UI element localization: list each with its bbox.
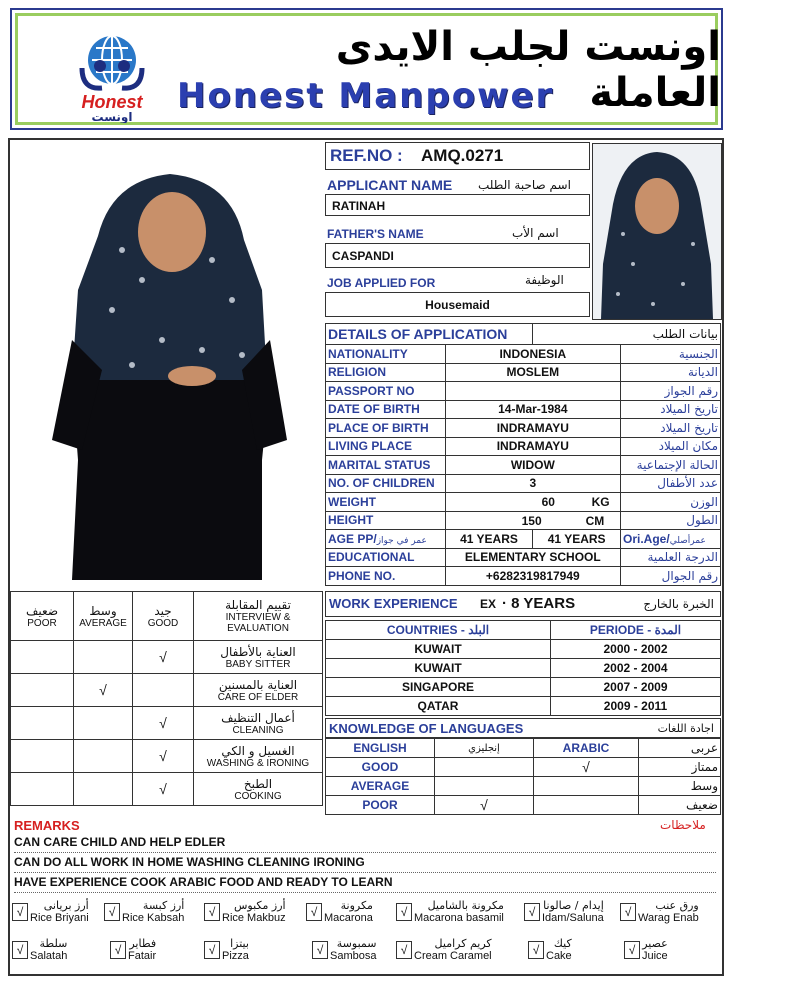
education-row <box>326 548 721 567</box>
food-item: √ أرز كبسة Rice Kabsah <box>104 900 184 924</box>
experience-country: SINGAPORE <box>326 678 551 697</box>
eval-poor-ar: ضعيف <box>25 603 59 618</box>
eval-good-ar: جيد <box>154 603 172 618</box>
logo-text-ar: اونست <box>91 110 133 123</box>
ref-number-box <box>325 142 590 170</box>
food-item: √ كيك Cake <box>528 938 572 962</box>
evaluation-header-row <box>11 592 323 641</box>
details-label-ar: عدد الأطفال <box>621 474 721 493</box>
weight-label: WEIGHT <box>326 493 446 512</box>
countries-header: COUNTRIES - البلد <box>326 621 551 640</box>
phone-label: PHONE NO. <box>326 567 446 586</box>
languages-header <box>325 718 721 738</box>
details-label: RELIGION <box>326 363 446 382</box>
remark-line: CAN CARE CHILD AND HELP EDLER <box>14 835 716 853</box>
details-row <box>326 400 721 419</box>
experience-country: QATAR <box>326 697 551 716</box>
eval-skill-ar: العناية بالأطفال <box>220 644 296 659</box>
languages-col-row <box>326 739 721 758</box>
applicant-name-label: APPLICANT NAME <box>327 177 453 193</box>
weight-unit: KG <box>591 495 610 509</box>
eval-skill-ar: العناية بالمسنين <box>218 677 298 692</box>
lang-english: ENGLISH <box>326 739 435 758</box>
details-value: INDRAMAYU <box>445 419 620 438</box>
details-value: INDRAMAYU <box>445 437 620 456</box>
letterhead <box>10 8 723 130</box>
eval-good: GOOD <box>147 617 179 629</box>
lang-arabic: ARABIC <box>534 739 639 758</box>
height-label: HEIGHT <box>326 511 446 530</box>
eval-skill: WASHING & IRONING <box>206 757 310 769</box>
education-label: EDUCATIONAL <box>326 548 446 567</box>
food-item: √ مكرونة Macarona <box>306 900 373 924</box>
details-row <box>326 419 721 438</box>
job-label-ar: الوظيفة <box>525 273 564 287</box>
lang-arabic-mark: √ <box>534 758 639 777</box>
height-unit: CM <box>585 513 605 528</box>
applicant-full-photo <box>12 140 324 588</box>
applicant-name-value: RATINAH <box>332 199 386 213</box>
details-row <box>326 345 721 364</box>
experience-row <box>326 678 721 697</box>
eval-mark: √ <box>133 773 194 806</box>
father-name-field <box>325 243 590 268</box>
experience-header-row <box>326 621 721 640</box>
lang-level: POOR <box>326 796 435 815</box>
languages-title-ar: اجادة اللغات <box>657 722 714 735</box>
eval-skill: CARE OF ELDER <box>217 691 299 703</box>
details-header-row <box>326 324 721 345</box>
experience-country: KUWAIT <box>326 659 551 678</box>
eval-mark: √ <box>133 641 194 674</box>
remark-line: CAN DO ALL WORK IN HOME WASHING CLEANING IRONING <box>14 855 716 873</box>
experience-years: · 8 YEARS <box>502 595 576 612</box>
applicant-thumb-photo <box>592 143 722 320</box>
phone-label-ar: رقم الجوال <box>621 567 721 586</box>
height-label-ar: الطول <box>621 511 721 530</box>
remarks-label-ar: ملاحظات <box>660 818 706 832</box>
evaluation-row <box>11 707 323 740</box>
weight-value: 60 <box>541 495 555 509</box>
details-label: PLACE OF BIRTH <box>326 419 446 438</box>
lang-level: GOOD <box>326 758 435 777</box>
food-item: √ أرز بريانى Rice Briyani <box>12 900 89 924</box>
food-item: √ كريم كراميل Cream Caramel <box>396 938 492 962</box>
age-pp-label-ar: عمر في جواز <box>376 535 427 546</box>
age-ori-value: 41 YEARS <box>533 530 621 549</box>
languages-title: KNOWLEDGE OF LANGUAGES <box>329 721 524 736</box>
details-label-ar: رقم الجواز <box>621 382 721 401</box>
ref-label: REF.NO : <box>330 146 403 165</box>
languages-table <box>325 738 721 815</box>
food-item: √ سلطة Salatah <box>12 938 67 962</box>
lang-level-ar: وسط <box>639 777 721 796</box>
details-label: MARITAL STATUS <box>326 456 446 475</box>
details-table <box>325 323 721 586</box>
details-row <box>326 437 721 456</box>
details-value <box>445 382 620 401</box>
work-experience-label: WORK EXPERIENCE <box>329 596 458 611</box>
eval-average: AVERAGE <box>79 617 127 629</box>
lang-level-ar: ضعيف <box>639 796 721 815</box>
details-value: MOSLEM <box>445 363 620 382</box>
food-item: √ سمبوسة Sambosa <box>312 938 376 962</box>
food-item: √ عصير Juice <box>624 938 668 962</box>
phone-value: +6282319817949 <box>445 567 620 586</box>
eval-mark: √ <box>133 740 194 773</box>
experience-period: 2002 - 2004 <box>551 659 721 678</box>
lang-english-mark: √ <box>435 796 534 815</box>
food-item: √ ورق عنب Warag Enab <box>620 900 699 924</box>
details-row <box>326 382 721 401</box>
evaluation-row <box>11 641 323 674</box>
eval-skill: CLEANING <box>232 724 284 736</box>
lang-arabic-mark <box>534 796 639 815</box>
lang-arabic-mark <box>534 777 639 796</box>
work-experience-header <box>325 591 721 617</box>
age-ori-label-ar: عمرأصلي <box>669 535 706 546</box>
height-row <box>326 511 721 530</box>
work-experience-label-ar: الخبرة بالخارج <box>643 597 714 611</box>
experience-table <box>325 620 721 716</box>
eval-skill: BABY SITTER <box>225 658 291 670</box>
eval-title-en: INTERVIEW & EVALUATION <box>225 612 291 634</box>
experience-period: 2007 - 2009 <box>551 678 721 697</box>
details-label: DATE OF BIRTH <box>326 400 446 419</box>
father-name-label-ar: اسم الأب <box>512 226 559 240</box>
father-name-value: CASPANDI <box>332 249 394 263</box>
evaluation-row <box>11 740 323 773</box>
eval-poor: POOR <box>27 617 57 629</box>
eval-average-ar: وسط <box>89 603 117 618</box>
age-pp-label: AGE PP/ <box>328 531 377 546</box>
ref-value: AMQ.0271 <box>421 146 504 165</box>
height-value: 150 <box>521 513 542 528</box>
details-value: WIDOW <box>445 456 620 475</box>
applicant-name-field <box>325 194 590 216</box>
education-value: ELEMENTARY SCHOOL <box>445 548 620 567</box>
company-logo <box>62 28 162 123</box>
details-label: NO. OF CHILDREN <box>326 474 446 493</box>
details-label: LIVING PLACE <box>326 437 446 456</box>
eval-mark: √ <box>74 674 133 707</box>
food-item: √ بيتزا Pizza <box>204 938 249 962</box>
lang-arabic-ar: عربى <box>639 739 721 758</box>
details-label-ar: الحالة الإجتماعية <box>621 456 721 475</box>
experience-row <box>326 640 721 659</box>
education-label-ar: الدرجة العلمية <box>621 548 721 567</box>
experience-ex: EX <box>480 597 497 611</box>
experience-row <box>326 659 721 678</box>
weight-label-ar: الوزن <box>621 493 721 512</box>
eval-skill: COOKING <box>234 790 282 802</box>
eval-skill-ar: أعمال التنظيف <box>221 710 295 725</box>
details-label-ar: مكان الميلاد <box>621 437 721 456</box>
experience-country: KUWAIT <box>326 640 551 659</box>
applicant-name-label-ar: اسم صاحبة الطلب <box>478 178 571 192</box>
details-label: NATIONALITY <box>326 345 446 364</box>
details-title: DETAILS OF APPLICATION <box>326 324 533 345</box>
period-header: PERIODE - المدة <box>551 621 721 640</box>
languages-row <box>326 777 721 796</box>
details-value: 3 <box>445 474 620 493</box>
details-value: INDONESIA <box>445 345 620 364</box>
lang-level: AVERAGE <box>326 777 435 796</box>
eval-title-ar: تقييم المقابلة <box>225 598 291 612</box>
age-pp-value: 41 YEARS <box>445 530 533 549</box>
experience-row <box>326 697 721 716</box>
details-row <box>326 474 721 493</box>
experience-period: 2009 - 2011 <box>551 697 721 716</box>
job-value: Housemaid <box>425 298 490 312</box>
father-name-label: FATHER'S NAME <box>327 227 424 241</box>
job-label: JOB APPLIED FOR <box>327 276 436 290</box>
food-item: √ مكرونة بالشاميل Macarona basamil <box>396 900 504 924</box>
eval-mark: √ <box>133 707 194 740</box>
details-label: PASSPORT NO <box>326 382 446 401</box>
food-item: √ أرز مكبوس Rice Makbuz <box>204 900 286 924</box>
phone-row <box>326 567 721 586</box>
lang-english-ar: إنجليزي <box>435 739 534 758</box>
eval-skill-ar: الغسيل و الكي <box>221 743 295 758</box>
languages-row <box>326 758 721 777</box>
details-label-ar: الجنسية <box>621 345 721 364</box>
details-label-ar: الديانة <box>621 363 721 382</box>
company-name-en: Honest Manpower <box>177 76 555 116</box>
lang-level-ar: ممتاز <box>639 758 721 777</box>
remarks-label: REMARKS <box>14 818 80 833</box>
job-field <box>325 292 590 317</box>
lang-english-mark <box>435 777 534 796</box>
weight-row <box>326 493 721 512</box>
details-row <box>326 363 721 382</box>
details-label-ar: تاريخ الميلاد <box>621 419 721 438</box>
food-item: √ إيدام / صالونا Idam/Saluna <box>524 900 604 924</box>
food-item: √ فطاير Fatair <box>110 938 156 962</box>
details-label-ar: تاريخ الميلاد <box>621 400 721 419</box>
remark-line: HAVE EXPERIENCE COOK ARABIC FOOD AND READY TO LEARN <box>14 875 716 893</box>
details-value: 14-Mar-1984 <box>445 400 620 419</box>
evaluation-row <box>11 674 323 707</box>
evaluation-row <box>11 773 323 806</box>
eval-skill-ar: الطبخ <box>243 776 273 791</box>
company-name-ar: اونست لجلب الايدى العاملة <box>335 24 721 116</box>
experience-period: 2000 - 2002 <box>551 640 721 659</box>
evaluation-table <box>10 591 323 806</box>
lang-english-mark <box>435 758 534 777</box>
details-row <box>326 456 721 475</box>
logo-text-en: Honest <box>81 92 143 112</box>
languages-row <box>326 796 721 815</box>
details-title-ar: بيانات الطلب <box>533 324 721 345</box>
age-ori-label: Ori.Age/ <box>623 531 670 546</box>
age-row <box>326 530 721 549</box>
